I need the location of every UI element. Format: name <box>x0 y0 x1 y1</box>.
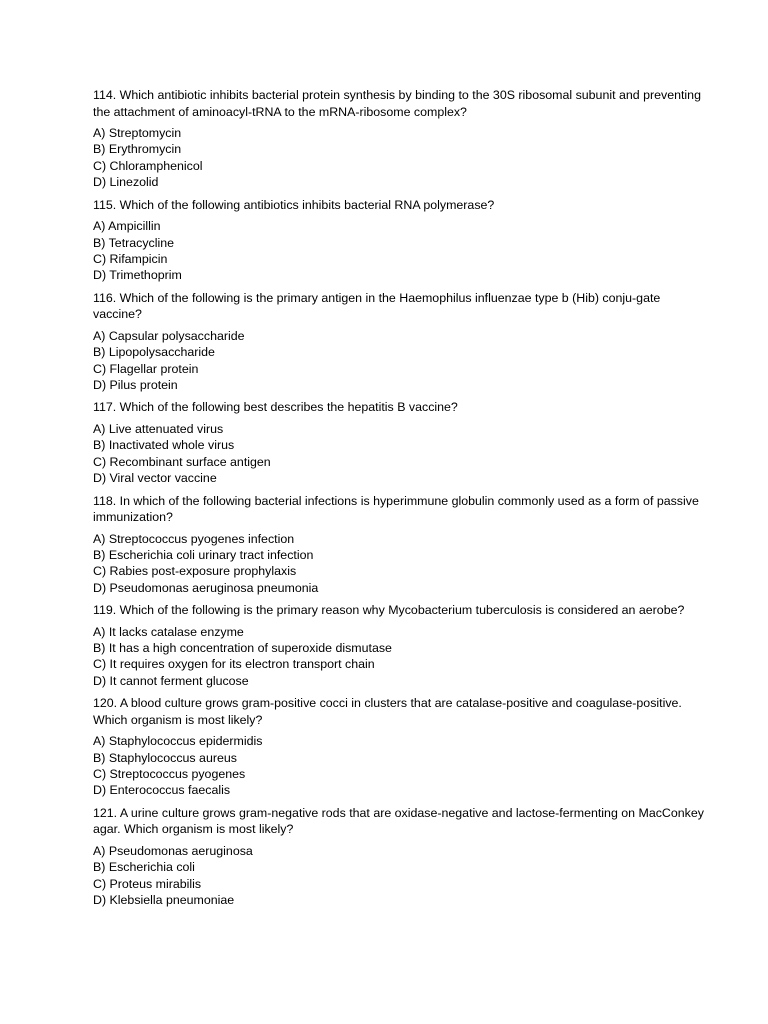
question-text: 117. Which of the following best describes the hepatitis B vaccine? <box>93 400 458 415</box>
answer-option-c: C) Recombinant surface antigen <box>93 454 271 469</box>
question-text: 121. A urine culture grows gram-negative rods that are oxidase-negative and lactose-fermenting on MacConkey agar. Which organism is most likely? <box>93 805 704 837</box>
answer-option-a: A) Staphylococcus epidermidis <box>93 734 263 749</box>
answer-option-a: A) Streptococcus pyogenes infection <box>93 531 295 546</box>
answer-option-b: B) Escherichia coli urinary tract infection <box>93 547 314 562</box>
answer-option-d: D) Linezolid <box>93 175 159 190</box>
answer-option-b: B) Staphylococcus aureus <box>93 750 237 765</box>
question-text: 115. Which of the following antibiotics inhibits bacterial RNA polymerase? <box>93 197 495 212</box>
answer-option-c: C) Proteus mirabilis <box>93 876 202 891</box>
question-text: 118. In which of the following bacterial infections is hyperimmune globulin commonly used as a form of passive immunization? <box>93 493 699 524</box>
question-text: 116. Which of the following is the primary antigen in the Haemophilus influenzae type b (Hib) conju-gate vaccine? <box>93 290 661 322</box>
answer-option-b: B) Lipopolysaccharide <box>93 345 215 360</box>
answer-option-c: C) Streptococcus pyogenes <box>93 767 246 782</box>
question-116 <box>93 290 708 394</box>
answer-options <box>93 733 708 799</box>
answer-option-c: C) It requires oxygen for its electron transport chain <box>93 657 375 672</box>
answer-option-a: A) Ampicillin <box>93 219 161 234</box>
answer-option-c: C) Chloramphenicol <box>93 158 203 173</box>
answer-option-d: D) Pseudomonas aeruginosa pneumonia <box>93 580 319 595</box>
answer-option-c: C) Rabies post-exposure prophylaxis <box>93 564 297 579</box>
answer-option-b: B) Inactivated whole virus <box>93 438 235 453</box>
answer-option-c: C) Flagellar protein <box>93 361 199 376</box>
question-117 <box>93 399 708 486</box>
question-121 <box>93 805 708 909</box>
answer-option-d: D) Viral vector vaccine <box>93 471 217 486</box>
answer-option-b: B) Erythromycin <box>93 142 182 157</box>
answer-option-d: D) Pilus protein <box>93 377 178 392</box>
question-118 <box>93 493 708 597</box>
question-text: 114. Which antibiotic inhibits bacterial protein synthesis by binding to the 30S ribosomal subunit and preventing the attachment of aminoacyl-tRNA to the mRNA-ribosome complex? <box>93 88 701 119</box>
answer-option-a: A) Streptomycin <box>93 126 182 140</box>
answer-option-b: B) It has a high concentration of superoxide dismutase <box>93 641 392 656</box>
question-text: 120. A blood culture grows gram-positive cocci in clusters that are catalase-positive and coagulase-positive. Which organism is most likely? <box>93 696 682 727</box>
answer-options <box>93 421 708 487</box>
question-120 <box>93 695 708 799</box>
answer-option-d: D) Enterococcus faecalis <box>93 783 231 798</box>
answer-option-a: A) Capsular polysaccharide <box>93 328 245 343</box>
answer-option-c: C) Rifampicin <box>93 251 168 266</box>
answer-option-a: A) Pseudomonas aeruginosa <box>93 843 253 858</box>
answer-option-d: D) Klebsiella pneumoniae <box>93 893 235 908</box>
answer-option-d: D) It cannot ferment glucose <box>93 673 249 688</box>
answer-options <box>93 624 708 690</box>
answer-options <box>93 218 708 284</box>
question-text: 119. Which of the following is the primary reason why Mycobacterium tuberculosis is considered an aerobe? <box>93 603 685 618</box>
answer-options <box>93 328 708 394</box>
answer-option-b: B) Escherichia coli <box>93 860 195 875</box>
answer-option-d: D) Trimethoprim <box>93 268 182 283</box>
answer-option-a: A) It lacks catalase enzyme <box>93 624 244 639</box>
question-114 <box>93 87 708 191</box>
question-115 <box>93 197 708 284</box>
answer-option-b: B) Tetracycline <box>93 235 175 250</box>
answer-options <box>93 531 708 597</box>
answer-options <box>93 843 708 909</box>
question-119 <box>93 602 708 689</box>
answer-option-a: A) Live attenuated virus <box>93 421 224 436</box>
answer-options <box>93 125 708 191</box>
